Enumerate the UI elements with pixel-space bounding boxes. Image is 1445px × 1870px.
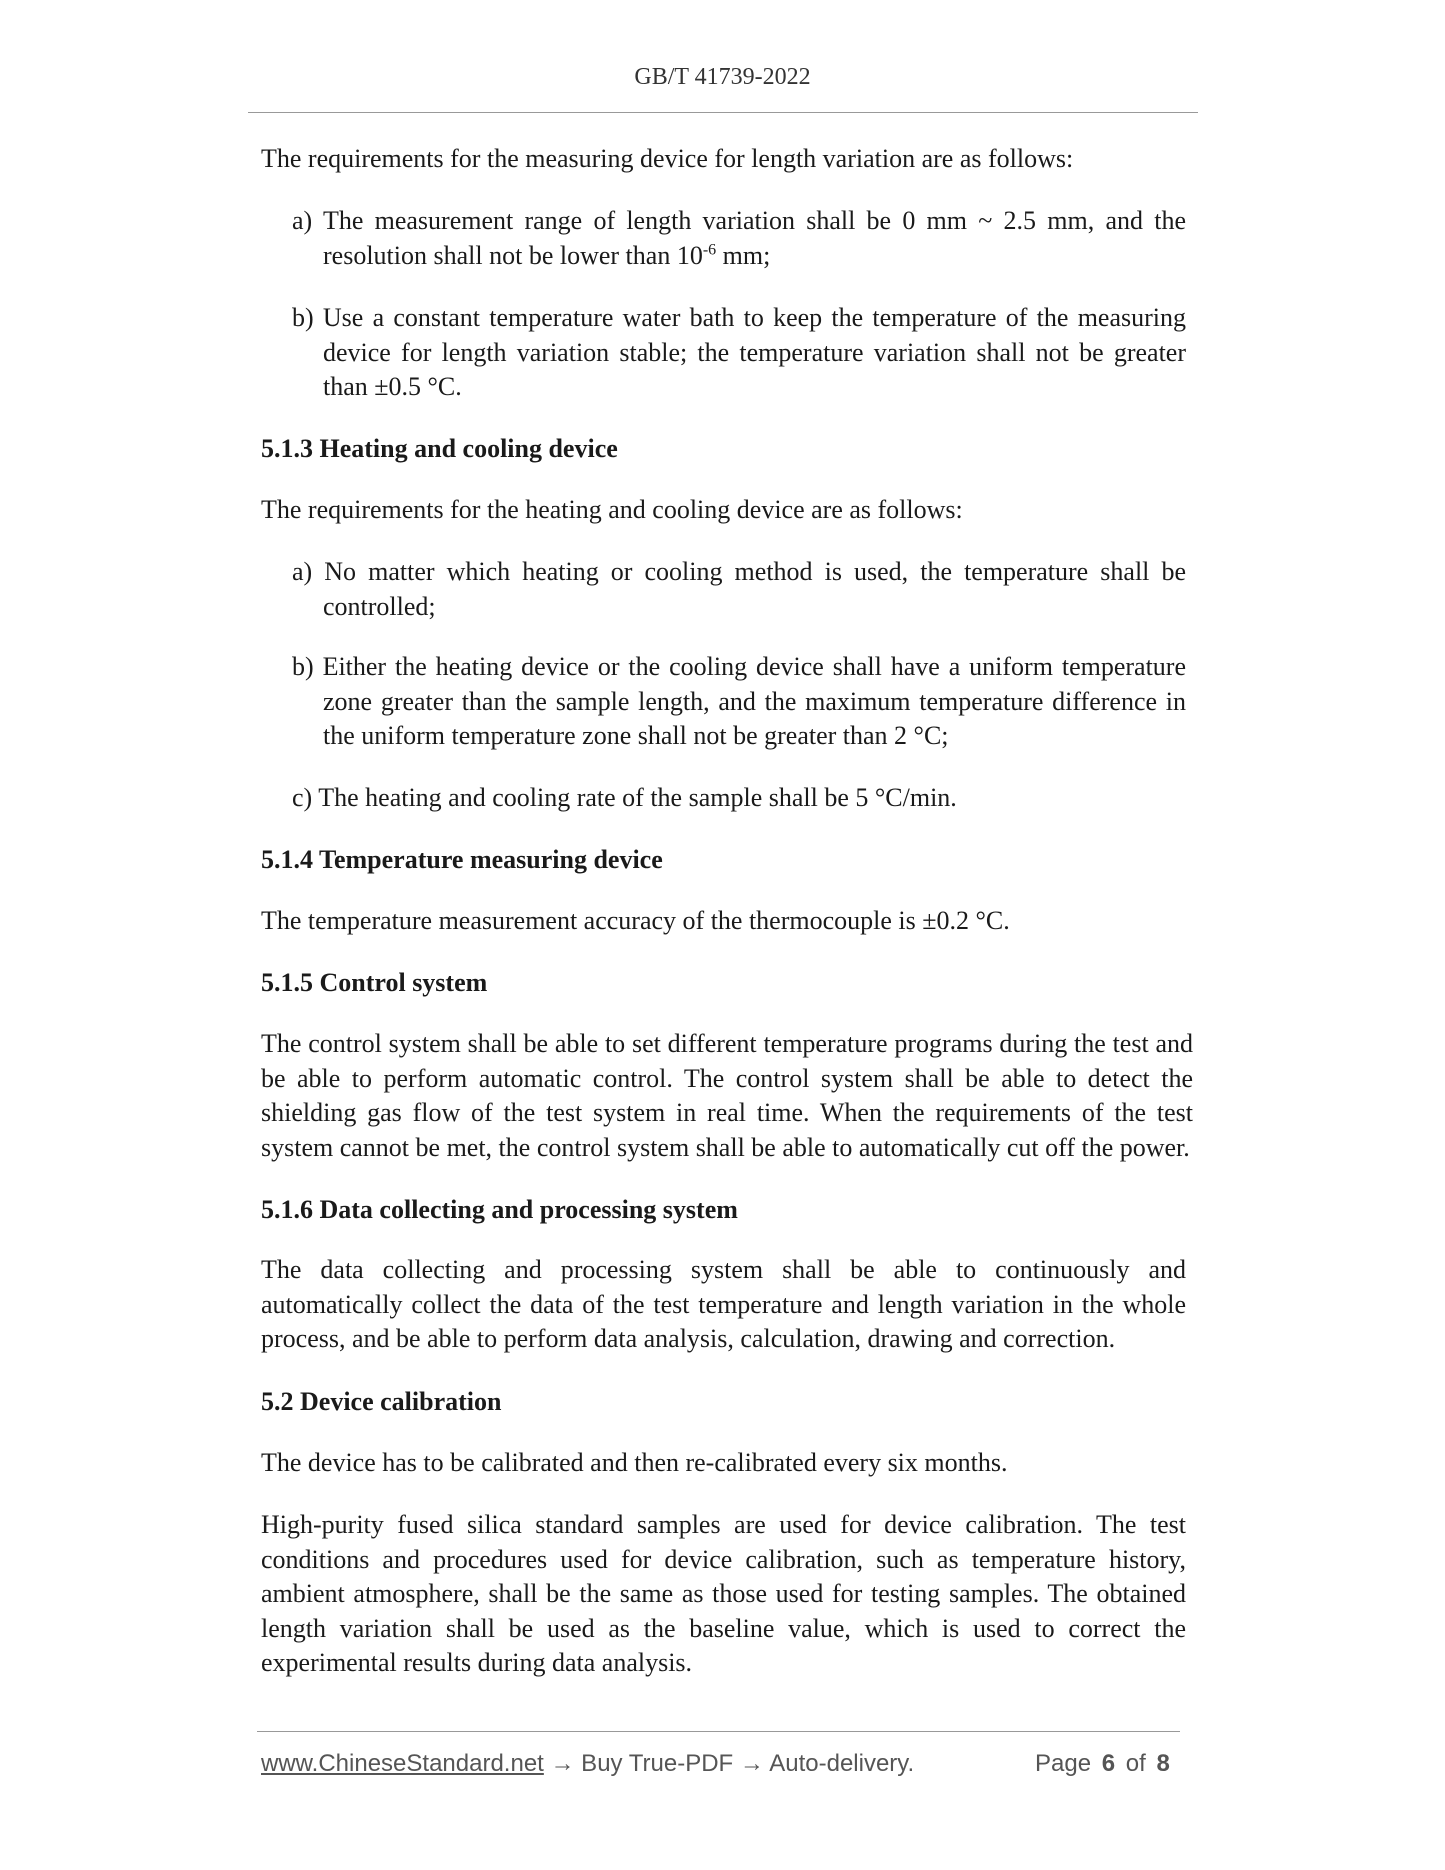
footer-promo <box>261 1750 914 1778</box>
paragraph: The control system shall be able to set different temperature programs during the test and be able to perform automatic control. The control system shall be able to detect the shielding gas flow of the test system in real time. When the requirements of the test system cannot be met, the control system shall be able to automatically cut off the power. <box>261 1029 1193 1162</box>
section-heading: 5.1.6 Data collecting and processing system <box>261 1195 738 1224</box>
list-item-text: mm; <box>716 240 771 270</box>
list-item: b) Either the heating device or the cooling device shall have a uniform temperature zone greater than the sample length, and the maximum temperature difference in the uniform temperature zone shall not be greater than 2 °C; <box>292 652 1186 751</box>
list-item <box>292 204 1186 273</box>
paragraph: The data collecting and processing system shall be able to continuously and automatically collect the data of the test temperature and length variation in the whole process, and be able to perform data analysis, calculation, drawing and correction. <box>261 1255 1186 1354</box>
current-page: 6 <box>1101 1750 1116 1777</box>
list-item: c) The heating and cooling rate of the sample shall be 5 °C/min. <box>292 783 957 812</box>
page-label: Page <box>1035 1750 1092 1777</box>
document-id-header: GB/T 41739-2022 <box>634 64 811 90</box>
paragraph: The device has to be calibrated and then re-calibrated every six months. <box>261 1448 1008 1477</box>
intro-paragraph: The requirements for the measuring device for length variation are as follows: <box>261 144 1074 173</box>
website-link[interactable]: www.ChineseStandard.net <box>261 1750 544 1777</box>
section-heading: 5.2 Device calibration <box>261 1387 502 1416</box>
section-heading: 5.1.5 Control system <box>261 968 488 997</box>
total-pages: 8 <box>1156 1750 1170 1777</box>
of-label: of <box>1125 1750 1146 1777</box>
footer-promo-text: → Buy True-PDF → Auto-delivery. <box>543 1750 915 1777</box>
page-indicator <box>1035 1750 1170 1778</box>
superscript: -6 <box>702 240 717 258</box>
paragraph: The requirements for the heating and cooling device are as follows: <box>261 495 963 524</box>
header-divider <box>248 112 1198 113</box>
list-item: a) No matter which heating or cooling method is used, the temperature shall be controlled; <box>292 557 1186 621</box>
paragraph: High-purity fused silica standard samples are used for device calibration. The test conditions and procedures used for device calibration, such as temperature history, ambient atmosphere, shall be the same as those used for testing samples. The obtained length variation shall be used as the baseline value, which is used to correct the experimental results during data analysis. <box>261 1510 1186 1678</box>
footer-divider <box>257 1731 1180 1732</box>
list-item: b) Use a constant temperature water bath to keep the temperature of the measuring device for length variation stable; the temperature variation shall not be greater than ±0.5 °C. <box>292 303 1186 402</box>
paragraph: The temperature measurement accuracy of the thermocouple is ±0.2 °C. <box>261 906 1010 935</box>
list-item-text: a) The measurement range of length variation shall be 0 mm ~ 2.5 mm, and the resolution shall not be lower than 10 <box>292 206 1186 270</box>
section-heading: 5.1.3 Heating and cooling device <box>261 434 618 463</box>
section-heading: 5.1.4 Temperature measuring device <box>261 845 663 874</box>
